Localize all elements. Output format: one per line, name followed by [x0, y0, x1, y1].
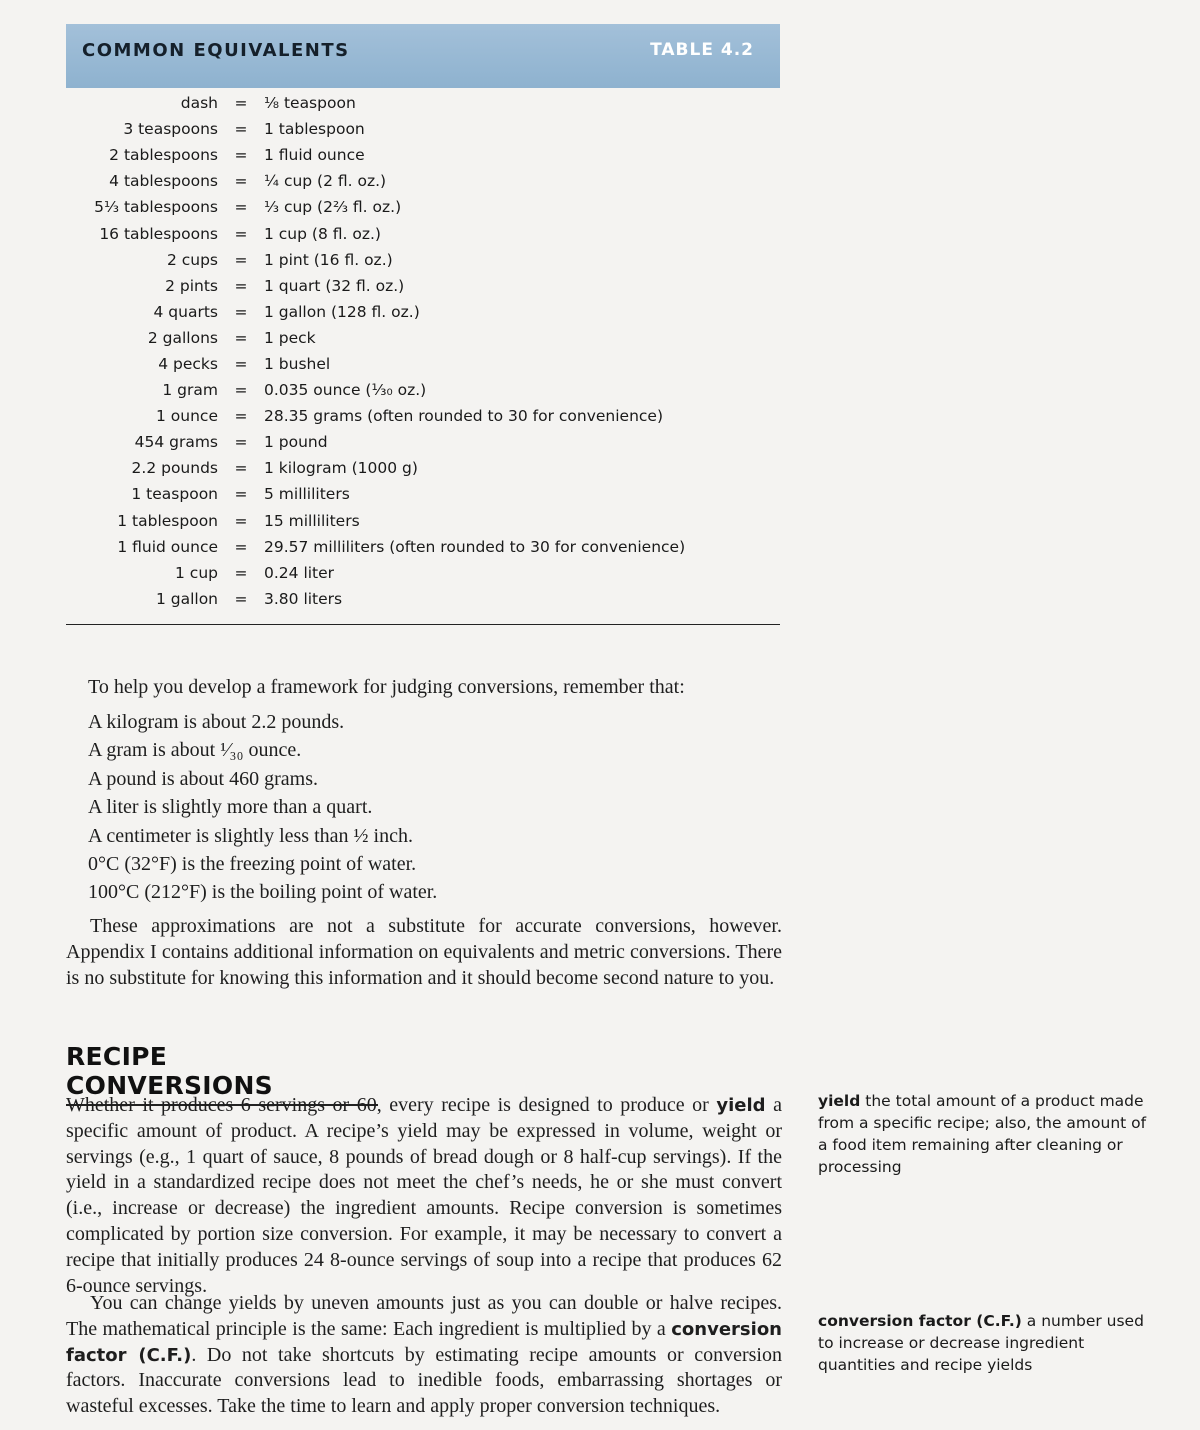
row-left-value: 4 tablespoons [109, 172, 218, 191]
row-right-value: 29.57 milliliters (often rounded to 30 for convenience) [264, 537, 686, 556]
row-right-value: 1 pint (16 fl. oz.) [264, 250, 393, 269]
row-right-value: 1 quart (32 fl. oz.) [264, 276, 405, 295]
approximation-item: 0°C (32°F) is the freezing point of water. [88, 852, 417, 875]
row-right-value: 0.24 liter [264, 563, 335, 582]
row-right-value: 1 gallon (128 fl. oz.) [264, 302, 420, 321]
approximation-note: These approximations are not a substitute for accurate conversions, however. Appendix I contains additional information on equivalents and metric conversions. There is no substitute for knowing this information and it should become second nature to you. [66, 915, 782, 989]
row-left-value: 1 ounce [156, 407, 218, 426]
framework-intro: To help you develop a framework for judging conversions, remember that: [88, 676, 685, 698]
approximation-item: A gram is about ¹⁄₃₀ ounce. [88, 739, 302, 762]
table-row [66, 90, 780, 116]
glossary-definition: a number used to increase or decrease ingredient quantities and recipe yields [818, 1312, 1144, 1374]
row-left-value: 16 tablespoons [99, 224, 218, 243]
row-equals-sign: = [234, 485, 248, 504]
glossary-definition: the total amount of a product made from a specific recipe; also, the amount of a food item remaining after cleaning or processing [818, 1092, 1147, 1176]
row-equals-sign: = [234, 120, 248, 139]
row-left-value: dash [180, 94, 218, 113]
table-row [66, 377, 780, 403]
approximation-item: A kilogram is about 2.2 pounds. [88, 711, 345, 733]
table-row [66, 168, 780, 194]
row-right-value: 3.80 liters [264, 589, 343, 608]
approximation-list [88, 708, 437, 907]
paragraph-text: Whether it produces 6 servings or 60, every recipe is designed to produce or [66, 1094, 717, 1116]
paragraph-text: a specific amount of product. A recipe’s yield may be expressed in volume, weight or servings (e.g., 1 quart of sauce, 8 pounds of bread dough or 8 half-cup servings). If the yield in a standardized recipe does not meet the chef’s needs, he or she must convert (i.e., increase or decrease) the ingredient amounts. Recipe conversion is sometimes complicated by portion size conversion. For example, it may be necessary to convert a recipe that initially produces 24 8-ounce servings of soup into a recipe that produces 62 6-ounce servings. [66, 1094, 782, 1297]
row-right-value: 1 tablespoon [264, 120, 365, 139]
table-header-band [66, 24, 780, 88]
row-equals-sign: = [234, 511, 248, 530]
row-right-value: ⅓ cup (2⅔ fl. oz.) [264, 198, 402, 217]
table-row [66, 194, 780, 220]
row-left-value: 1 gallon [155, 589, 218, 608]
row-equals-sign: = [234, 354, 248, 373]
row-equals-sign: = [234, 172, 248, 191]
table-row [66, 325, 780, 351]
row-left-value: 1 gram [162, 381, 218, 400]
table-row [66, 534, 780, 560]
table-row [66, 273, 780, 299]
row-equals-sign: = [234, 302, 248, 321]
row-equals-sign: = [234, 563, 248, 582]
row-left-value: 2 gallons [147, 328, 218, 347]
body-paragraph-1 [66, 1093, 782, 1299]
row-left-value: 454 grams [134, 433, 218, 452]
row-equals-sign: = [234, 250, 248, 269]
row-right-value: 1 peck [264, 328, 316, 347]
row-equals-sign: = [234, 94, 248, 113]
row-equals-sign: = [234, 459, 248, 478]
row-left-value: 1 fluid ounce [117, 537, 218, 556]
row-left-value: 1 cup [175, 563, 218, 582]
row-left-value: 2 tablespoons [109, 146, 218, 165]
row-equals-sign: = [234, 433, 248, 452]
table-row [66, 586, 780, 612]
row-equals-sign: = [234, 407, 248, 426]
glossary-yield [818, 1090, 1158, 1178]
table-row [66, 299, 780, 325]
row-left-value: 1 tablespoon [117, 511, 218, 530]
table-number: TABLE 4.2 [650, 40, 754, 60]
row-right-value: 1 pound [264, 433, 328, 452]
row-right-value: 1 fluid ounce [264, 146, 365, 165]
table-row [66, 116, 780, 142]
row-right-value: ⅛ teaspoon [264, 94, 356, 113]
row-equals-sign: = [234, 224, 248, 243]
table-row [66, 455, 780, 481]
paragraph-text: You can change yields by uneven amounts just as you can double or halve recipes. The mathematical principle is the same: Each ingredient is multiplied by a [66, 1292, 782, 1340]
row-right-value: 15 milliliters [264, 511, 360, 530]
section-heading: RECIPE CONVERSIONS [66, 1042, 378, 1106]
table-row [66, 220, 780, 246]
row-equals-sign: = [234, 146, 248, 165]
row-left-value: 5⅓ tablespoons [94, 198, 218, 217]
table-row [66, 247, 780, 273]
row-left-value: 3 teaspoons [123, 120, 218, 139]
glossary-term: yield [818, 1092, 861, 1110]
glossary-conversion-factor [818, 1310, 1158, 1376]
row-equals-sign: = [234, 328, 248, 347]
approximation-item: 100°C (212°F) is the boiling point of water. [88, 881, 438, 904]
row-right-value: 28.35 grams (often rounded to 30 for convenience) [264, 407, 664, 426]
row-left-value: 2.2 pounds [131, 459, 218, 478]
table-row [66, 403, 780, 429]
row-left-value: 2 cups [166, 250, 218, 269]
row-equals-sign: = [234, 589, 248, 608]
table-row [66, 142, 780, 168]
row-equals-sign: = [234, 381, 248, 400]
approximation-item: A liter is slightly more than a quart. [88, 796, 373, 819]
table-row [66, 481, 780, 507]
row-right-value: 1 bushel [264, 354, 331, 373]
table-bottom-rule [66, 624, 780, 625]
row-left-value: 4 quarts [153, 302, 218, 321]
row-equals-sign: = [234, 276, 248, 295]
table-title: COMMON EQUIVALENTS [82, 40, 350, 61]
row-left-value: 2 pints [165, 276, 218, 295]
equivalents-table [66, 90, 780, 612]
row-equals-sign: = [234, 537, 248, 556]
table-row [66, 429, 780, 455]
key-term-yield: yield [716, 1095, 766, 1116]
paragraph-text: . Do not take shortcuts by estimating recipe amounts or conversion factors. Inaccurate conversions lead to inedible foods, embarrassing shortages or wasteful excesses. Take the time to learn and apply proper conversion techniques. [66, 1343, 782, 1418]
approximation-item: A pound is about 460 grams. [88, 767, 318, 790]
row-right-value: 5 milliliters [264, 485, 350, 504]
approximation-item: A centimeter is slightly less than ½ inch. [88, 824, 413, 847]
key-term-conversion-factor: conversion factor (C.F.) [66, 1318, 782, 1366]
row-right-value: 1 kilogram (1000 g) [264, 459, 418, 478]
glossary-term: conversion factor (C.F.) [818, 1312, 1022, 1330]
row-left-value: 1 teaspoon [131, 485, 218, 504]
row-left-value: 4 pecks [158, 354, 218, 373]
row-right-value: 1 cup (8 fl. oz.) [264, 224, 381, 243]
table-row [66, 560, 780, 586]
row-equals-sign: = [234, 198, 248, 217]
row-right-value: 0.035 ounce (¹⁄₃₀ oz.) [264, 381, 427, 400]
row-right-value: ¼ cup (2 fl. oz.) [264, 172, 387, 191]
table-row [66, 351, 780, 377]
table-row [66, 508, 780, 534]
body-paragraph-2 [66, 1291, 782, 1420]
